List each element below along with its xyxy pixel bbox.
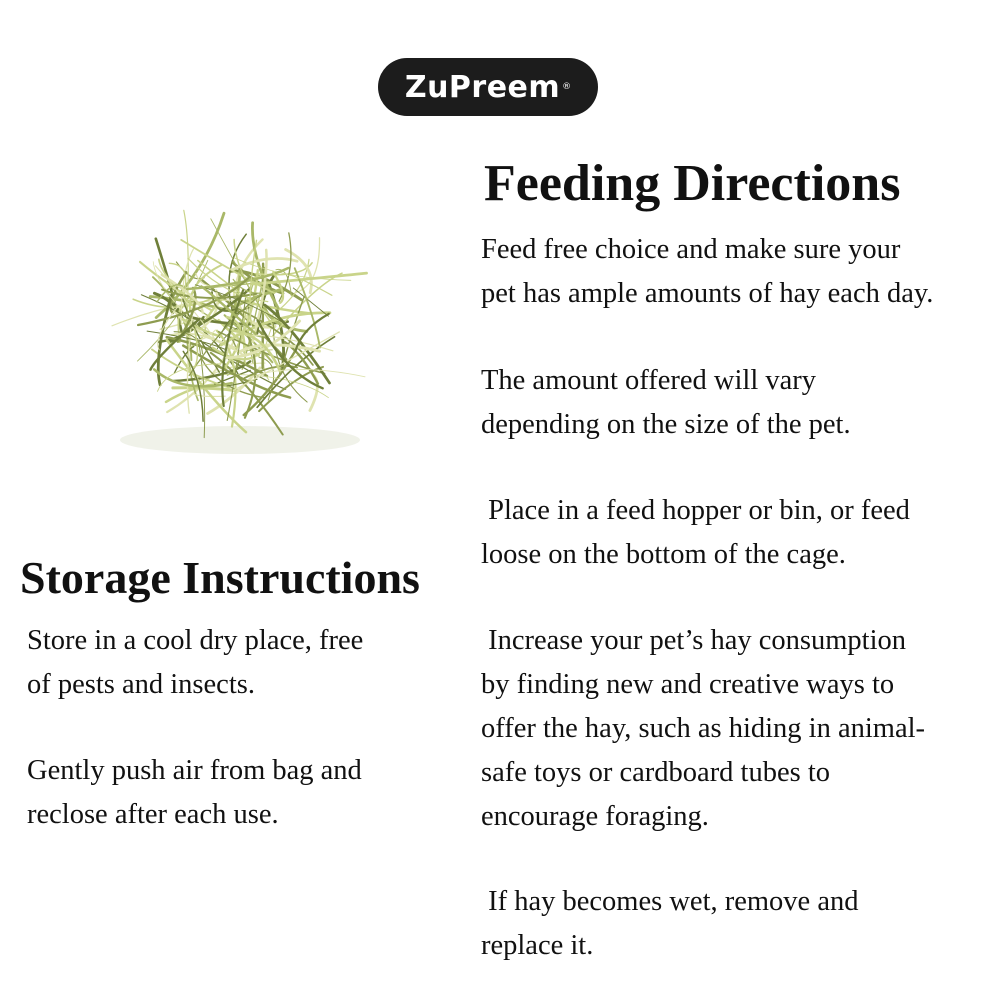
- text-line: Store in a cool dry place, free: [27, 625, 364, 656]
- storage-paragraph-2: [27, 749, 362, 837]
- text-line: The amount offered will vary: [481, 365, 817, 396]
- text-line: by finding new and creative ways to: [481, 669, 895, 700]
- storage-paragraph-1: [27, 619, 363, 707]
- text-line: Place in a feed hopper or bin, or feed: [481, 495, 910, 526]
- text-line: pet has ample amounts of hay each day.: [481, 278, 934, 309]
- feeding-paragraph-1: [481, 228, 933, 316]
- brand-logo: [378, 58, 598, 116]
- text-line: depending on the size of the pet.: [481, 409, 851, 440]
- feeding-paragraph-4: [481, 619, 925, 839]
- storage-instructions-title: Storage Instructions: [20, 552, 420, 603]
- text-line: reclose after each use.: [27, 799, 279, 830]
- feeding-paragraph-2: [481, 359, 851, 447]
- text-line: safe toys or cardboard tubes to: [481, 757, 831, 788]
- text-line: Gently push air from bag and: [27, 755, 362, 786]
- hay-bundle-image: [90, 205, 380, 475]
- text-line: offer the hay, such as hiding in animal-: [481, 713, 926, 744]
- text-line: loose on the bottom of the cage.: [481, 539, 846, 570]
- text-line: If hay becomes wet, remove and: [481, 886, 859, 917]
- text-line: replace it.: [481, 930, 594, 961]
- feeding-directions-title: Feeding Directions: [484, 155, 901, 212]
- feeding-paragraph-3: [481, 489, 910, 577]
- text-line: encourage foraging.: [481, 801, 709, 832]
- text-line: Feed free choice and make sure your: [481, 234, 901, 265]
- brand-name: ZuPreem: [404, 69, 561, 105]
- text-line: of pests and insects.: [27, 669, 255, 700]
- feeding-paragraph-5: [481, 880, 858, 968]
- text-line: Increase your pet’s hay consumption: [481, 625, 907, 656]
- registered-mark: ®: [562, 82, 572, 92]
